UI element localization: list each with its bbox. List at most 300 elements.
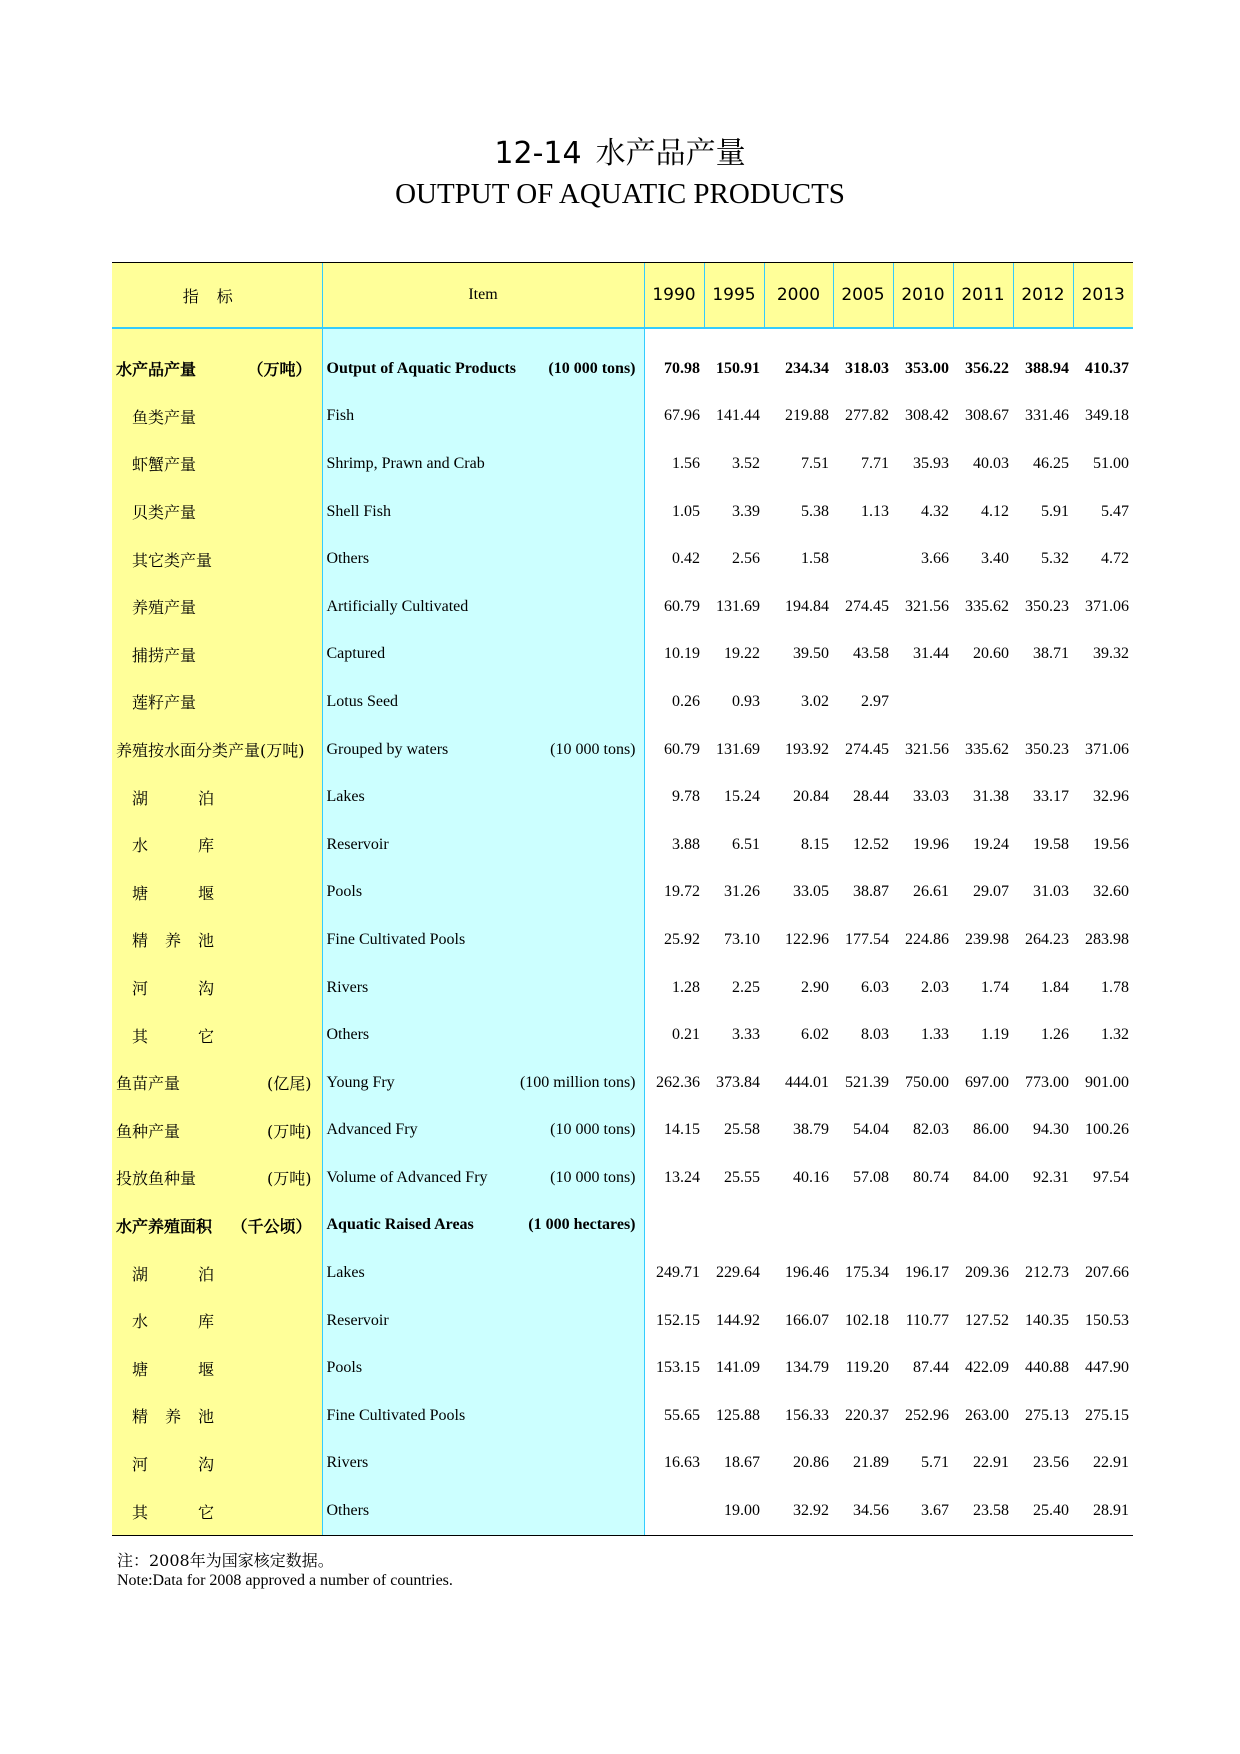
value-cell-2000: 219.88 [785, 407, 829, 425]
value-cell-2010: 3.66 [921, 550, 949, 568]
row-label-en-text: Pools [326, 883, 363, 901]
row-label-zh-text: 河 沟 [132, 1454, 214, 1474]
value-cell-1995: 141.44 [716, 407, 760, 425]
value-cell-2012: 5.91 [1041, 502, 1069, 520]
value-cell-2010: 750.00 [905, 1073, 949, 1091]
value-cell-1990: 25.92 [644, 916, 704, 964]
row-label-en [322, 1011, 644, 1059]
value-cell-1990: 13.24 [644, 1154, 704, 1202]
value-cell-2013: 349.18 [1085, 407, 1129, 425]
header-indicator-zh: 指标 [112, 263, 322, 329]
value-cell-2011: 209.36 [965, 1264, 1009, 1282]
row-label-zh-text: 鱼苗产量 [116, 1074, 181, 1094]
row-label-en [322, 1344, 644, 1392]
value-cell-2011: 20.60 [973, 645, 1009, 663]
value-cell-2011: 22.91 [973, 1454, 1009, 1472]
value-cell-2005: 274.45 [845, 740, 889, 758]
row-label-en-text: Lakes [326, 1264, 365, 1282]
value-cell-2000: 194.84 [785, 597, 829, 615]
row-label-en-text: Others [326, 1502, 370, 1520]
value-cell-2013: 97.54 [1093, 1168, 1129, 1186]
value-cell-2000: 2.90 [801, 978, 829, 996]
value-cell-1990: 1.28 [644, 964, 704, 1012]
value-cell-2013: 32.60 [1093, 883, 1129, 901]
header-year: 2010 [893, 263, 953, 329]
value-cell-1990: 1.56 [644, 440, 704, 488]
value-cell-2010: 3.67 [893, 1487, 953, 1535]
value-cell-2012: 773.00 [1025, 1073, 1069, 1091]
table-row [112, 1011, 1133, 1059]
value-cell-2012: 23.56 [1033, 1454, 1069, 1472]
row-label-zh [112, 1202, 322, 1250]
value-cell-2012: 331.46 [1025, 407, 1069, 425]
value-cell-1995: 0.93 [732, 692, 760, 710]
value-cell-2011: 422.09 [965, 1359, 1009, 1377]
row-label-en-text: Rivers [326, 1454, 369, 1472]
value-cell-1995: 6.51 [732, 835, 760, 853]
value-cell-1990: 3.88 [644, 821, 704, 869]
value-cell-1990: 60.79 [644, 583, 704, 631]
value-cell-1990: 249.71 [644, 1249, 704, 1297]
header-year: 2012 [1013, 263, 1073, 329]
row-label-en-text: Rivers [326, 978, 369, 996]
value-cell-2013: 150.53 [1085, 1311, 1129, 1329]
value-cell-1995 [704, 1202, 764, 1250]
value-cell-1995: 15.24 [724, 788, 760, 806]
value-cell-1990 [644, 1202, 704, 1250]
value-cell-2013 [1073, 1202, 1133, 1250]
header-year: 1990 [644, 263, 704, 329]
value-cell-2000: 3.02 [801, 692, 829, 710]
value-cell-2010 [893, 678, 953, 726]
row-label-en [322, 345, 644, 393]
value-cell-2013: 447.90 [1085, 1359, 1129, 1377]
value-cell-2005: 119.20 [845, 1359, 889, 1377]
row-unit-en: (10 000 tons) [550, 1121, 636, 1139]
row-label-zh-text: 水 库 [132, 1312, 214, 1332]
value-cell-2010: 224.86 [905, 930, 949, 948]
row-unit-zh: （万吨） [247, 360, 312, 380]
value-cell-1995: 131.69 [716, 740, 760, 758]
row-label-en [322, 631, 644, 679]
value-cell-2013: 4.72 [1101, 550, 1129, 568]
value-cell-1995: 131.69 [716, 597, 760, 615]
value-cell-1990: 0.42 [644, 535, 704, 583]
table-row [112, 1202, 1133, 1250]
value-cell-1995: 144.92 [716, 1311, 760, 1329]
row-label-en [322, 1107, 644, 1155]
row-label-zh-text: 河 沟 [132, 979, 214, 999]
value-cell-1990: 67.96 [644, 393, 704, 441]
row-label-zh [112, 535, 322, 583]
value-cell-2012: 31.03 [1033, 883, 1069, 901]
value-cell-2010: 4.32 [921, 502, 949, 520]
value-cell-2013: 410.37 [1085, 359, 1129, 377]
value-cell-2012 [1013, 1202, 1073, 1250]
value-cell-1995: 19.00 [704, 1487, 764, 1535]
row-label-en [322, 916, 644, 964]
aquatic-output-table [112, 262, 1133, 1536]
row-label-en [322, 1249, 644, 1297]
value-cell-1995: 141.09 [716, 1359, 760, 1377]
value-cell-2013: 207.66 [1085, 1264, 1129, 1282]
value-cell-2012: 140.35 [1025, 1311, 1069, 1329]
table-row [112, 1392, 1133, 1440]
row-label-zh [112, 1392, 322, 1440]
row-label-en [322, 393, 644, 441]
value-cell-1990: 55.65 [644, 1392, 704, 1440]
value-cell-1995: 150.91 [716, 359, 760, 377]
row-label-zh [112, 821, 322, 869]
value-cell-2011: 239.98 [965, 930, 1009, 948]
row-label-en [322, 488, 644, 536]
table-row [112, 393, 1133, 441]
row-label-en [322, 821, 644, 869]
row-label-zh-text: 鱼类产量 [132, 407, 197, 427]
value-cell-2005: 6.03 [861, 978, 889, 996]
row-label-zh-text: 投放鱼种量 [116, 1169, 197, 1189]
value-cell-1990: 10.19 [644, 631, 704, 679]
row-label-zh [112, 678, 322, 726]
value-cell-2013: 39.32 [1093, 645, 1129, 663]
value-cell-2013: 100.26 [1085, 1121, 1129, 1139]
value-cell-1990: 153.15 [644, 1344, 704, 1392]
row-unit-zh: (亿尾) [267, 1074, 312, 1094]
value-cell-1995: 19.22 [724, 645, 760, 663]
value-cell-1990 [644, 1487, 704, 1535]
value-cell-2012: 94.30 [1033, 1121, 1069, 1139]
value-cell-2005: 8.03 [861, 1026, 889, 1044]
value-cell-2012: 46.25 [1033, 454, 1069, 472]
table-row [112, 631, 1133, 679]
row-label-zh [112, 631, 322, 679]
row-label-zh-text: 捕捞产量 [132, 645, 197, 665]
row-label-en [322, 869, 644, 917]
value-cell-2010: 26.61 [913, 883, 949, 901]
value-cell-2011: 335.62 [965, 740, 1009, 758]
value-cell-2012: 350.23 [1025, 740, 1069, 758]
row-label-zh [112, 345, 322, 393]
value-cell-2011: 3.40 [981, 550, 1009, 568]
row-label-en [322, 773, 644, 821]
row-label-zh-text: 莲籽产量 [132, 693, 197, 713]
value-cell-2000: 234.34 [785, 359, 829, 377]
row-label-zh-text: 精 养 池 [132, 931, 214, 951]
table-row [112, 535, 1133, 583]
value-cell-2011: 1.19 [981, 1026, 1009, 1044]
value-cell-2010: 321.56 [905, 740, 949, 758]
table-row [112, 583, 1133, 631]
row-label-en [322, 583, 644, 631]
value-cell-2005: 34.56 [833, 1487, 893, 1535]
row-label-zh-text: 其 它 [132, 1026, 214, 1046]
value-cell-2011: 335.62 [965, 597, 1009, 615]
value-cell-2012: 5.32 [1041, 550, 1069, 568]
row-label-en-text: Advanced Fry [326, 1121, 418, 1139]
row-unit-zh: （千公顷） [231, 1216, 312, 1236]
value-cell-2005: 21.89 [853, 1454, 889, 1472]
value-cell-2010: 19.96 [913, 835, 949, 853]
header-year: 2000 [764, 263, 833, 329]
value-cell-2010: 110.77 [905, 1311, 949, 1329]
value-cell-2011: 84.00 [973, 1168, 1009, 1186]
value-cell-1995: 373.84 [716, 1073, 760, 1091]
row-label-zh [112, 916, 322, 964]
value-cell-2010: 87.44 [913, 1359, 949, 1377]
row-label-en-text: Others [326, 1026, 370, 1044]
value-cell-2013 [1073, 678, 1133, 726]
value-cell-2005: 38.87 [853, 883, 889, 901]
value-cell-2005 [833, 1202, 893, 1250]
row-label-en-text: Shrimp, Prawn and Crab [326, 454, 485, 472]
note-chinese: 注：2008年为国家核定数据。 [117, 1551, 334, 1570]
value-cell-2010: 82.03 [913, 1121, 949, 1139]
row-label-en-text: Fine Cultivated Pools [326, 930, 466, 948]
title-chinese: 水产品产量 [595, 136, 746, 171]
value-cell-2005: 521.39 [845, 1073, 889, 1091]
value-cell-2010: 321.56 [905, 597, 949, 615]
row-label-en-text: Aquatic Raised Areas [326, 1216, 474, 1234]
value-cell-2010: 252.96 [905, 1406, 949, 1424]
value-cell-2012: 212.73 [1025, 1264, 1069, 1282]
table-row [112, 1344, 1133, 1392]
value-cell-1990: 152.15 [644, 1297, 704, 1345]
row-label-zh [112, 726, 322, 774]
note-english: Note:Data for 2008 approved a number of countries. [117, 1572, 453, 1589]
table-row [112, 726, 1133, 774]
value-cell-2012: 38.71 [1033, 645, 1069, 663]
value-cell-2011 [953, 1202, 1013, 1250]
table-row [112, 1487, 1133, 1535]
row-label-en [322, 1487, 644, 1535]
value-cell-2000: 122.96 [785, 930, 829, 948]
row-label-zh-text: 精 养 池 [132, 1407, 214, 1427]
value-cell-2011: 19.24 [973, 835, 1009, 853]
value-cell-2012: 1.26 [1041, 1026, 1069, 1044]
row-label-en [322, 1202, 644, 1250]
value-cell-2005: 220.37 [845, 1406, 889, 1424]
row-label-zh-text: 塘 堰 [132, 883, 214, 903]
header-year: 2013 [1073, 263, 1133, 329]
row-label-en-text: Young Fry [326, 1073, 395, 1091]
value-cell-2000: 134.79 [785, 1359, 829, 1377]
row-label-zh [112, 1059, 322, 1107]
value-cell-2010: 196.17 [905, 1264, 949, 1282]
header-year: 2005 [833, 263, 893, 329]
value-cell-2010: 33.03 [913, 788, 949, 806]
value-cell-2000: 39.50 [793, 645, 829, 663]
value-cell-2010: 80.74 [913, 1168, 949, 1186]
row-label-en-text: Pools [326, 1359, 363, 1377]
table-row [112, 678, 1133, 726]
value-cell-1990: 0.26 [644, 678, 704, 726]
value-cell-2000: 8.15 [801, 835, 829, 853]
row-label-zh [112, 1344, 322, 1392]
value-cell-2000: 7.51 [801, 454, 829, 472]
header-row [112, 263, 1133, 329]
value-cell-2000: 196.46 [785, 1264, 829, 1282]
row-label-zh-text: 湖 泊 [132, 788, 214, 808]
row-unit-zh: (万吨) [267, 1169, 312, 1189]
value-cell-2011: 31.38 [973, 788, 1009, 806]
value-cell-2005: 2.97 [861, 692, 889, 710]
row-label-en-text: Fine Cultivated Pools [326, 1406, 466, 1424]
row-label-zh [112, 1297, 322, 1345]
value-cell-2000: 20.86 [793, 1454, 829, 1472]
value-cell-2005: 7.71 [861, 454, 889, 472]
value-cell-2013: 32.96 [1093, 788, 1129, 806]
value-cell-2012: 388.94 [1025, 359, 1069, 377]
value-cell-2005: 12.52 [853, 835, 889, 853]
value-cell-2013: 22.91 [1093, 1454, 1129, 1472]
value-cell-2012: 440.88 [1025, 1359, 1069, 1377]
value-cell-2013: 19.56 [1093, 835, 1129, 853]
row-label-en-text: Output of Aquatic Products [326, 359, 517, 377]
table-row [112, 1297, 1133, 1345]
row-unit-en: (10 000 tons) [548, 359, 636, 377]
row-label-en [322, 678, 644, 726]
row-label-en-text: Shell Fish [326, 502, 391, 520]
value-cell-2012: 264.23 [1025, 930, 1069, 948]
value-cell-1995: 18.67 [724, 1454, 760, 1472]
value-cell-1990: 16.63 [644, 1440, 704, 1488]
row-label-zh [112, 964, 322, 1012]
value-cell-2012: 275.13 [1025, 1406, 1069, 1424]
row-label-zh [112, 1249, 322, 1297]
header-item-en: Item [322, 263, 644, 329]
value-cell-2013: 901.00 [1085, 1073, 1129, 1091]
value-cell-2012: 19.58 [1033, 835, 1069, 853]
value-cell-1995: 3.33 [732, 1026, 760, 1044]
row-label-en-text: Volume of Advanced Fry [326, 1168, 488, 1186]
row-label-zh-text: 虾蟹产量 [132, 455, 197, 475]
row-label-en [322, 535, 644, 583]
row-label-zh [112, 583, 322, 631]
value-cell-2011: 356.22 [965, 359, 1009, 377]
value-cell-1990: 262.36 [644, 1059, 704, 1107]
row-label-en-text: Fish [326, 407, 355, 425]
row-label-en-text: Lotus Seed [326, 692, 399, 710]
row-label-zh-text: 水 库 [132, 836, 214, 856]
row-label-zh-text: 水产品产量 [116, 360, 197, 380]
table-row [112, 916, 1133, 964]
row-label-zh [112, 393, 322, 441]
row-label-zh [112, 440, 322, 488]
table-row [112, 773, 1133, 821]
value-cell-2000: 32.92 [764, 1487, 833, 1535]
value-cell-2005: 1.13 [861, 502, 889, 520]
row-label-zh-text: 其它类产量 [132, 550, 213, 570]
row-unit-en: (10 000 tons) [550, 1168, 636, 1186]
value-cell-2005: 102.18 [845, 1311, 889, 1329]
header-year: 1995 [704, 263, 764, 329]
value-cell-1995: 125.88 [716, 1406, 760, 1424]
table-row [112, 345, 1133, 393]
value-cell-2000: 5.38 [801, 502, 829, 520]
value-cell-2005: 57.08 [853, 1168, 889, 1186]
value-cell-2011: 23.58 [953, 1487, 1013, 1535]
value-cell-2005: 175.34 [845, 1264, 889, 1282]
value-cell-2011: 308.67 [965, 407, 1009, 425]
row-unit-en: (1 000 hectares) [528, 1216, 636, 1234]
value-cell-2010: 35.93 [913, 454, 949, 472]
value-cell-2010: 308.42 [905, 407, 949, 425]
value-cell-1995: 25.58 [724, 1121, 760, 1139]
value-cell-2005: 277.82 [845, 407, 889, 425]
value-cell-1990: 14.15 [644, 1107, 704, 1155]
value-cell-1990: 1.05 [644, 488, 704, 536]
table-row [112, 1154, 1133, 1202]
value-cell-2005: 28.44 [853, 788, 889, 806]
row-unit-zh: (万吨) [267, 1121, 312, 1141]
row-label-zh-text: 养殖产量 [132, 598, 197, 618]
value-cell-2000 [764, 1202, 833, 1250]
row-label-zh [112, 488, 322, 536]
value-cell-2013: 275.15 [1085, 1406, 1129, 1424]
value-cell-1995: 3.52 [732, 454, 760, 472]
table-row [112, 821, 1133, 869]
value-cell-1990: 60.79 [644, 726, 704, 774]
table-number: 12-14 [494, 136, 582, 171]
value-cell-2005: 274.45 [845, 597, 889, 615]
row-label-en-text: Grouped by waters [326, 740, 449, 758]
value-cell-2011: 86.00 [973, 1121, 1009, 1139]
value-cell-2000: 444.01 [785, 1073, 829, 1091]
row-label-en-text: Reservoir [326, 835, 389, 853]
value-cell-2000: 193.92 [785, 740, 829, 758]
value-cell-2011: 29.07 [973, 883, 1009, 901]
table-row [112, 1107, 1133, 1155]
table-row [112, 1440, 1133, 1488]
row-unit-en: (10 000 tons) [550, 740, 636, 758]
spacer-row [112, 328, 1133, 345]
row-label-en [322, 726, 644, 774]
row-label-zh [112, 773, 322, 821]
value-cell-2012: 1.84 [1041, 978, 1069, 996]
row-label-en [322, 1059, 644, 1107]
title-english: OUTPUT OF AQUATIC PRODUCTS [395, 178, 845, 210]
row-label-zh [112, 1440, 322, 1488]
value-cell-1995: 2.25 [732, 978, 760, 996]
value-cell-2011: 697.00 [965, 1073, 1009, 1091]
row-label-en [322, 1297, 644, 1345]
row-label-en [322, 1392, 644, 1440]
value-cell-1995: 3.39 [732, 502, 760, 520]
value-cell-1995: 31.26 [724, 883, 760, 901]
value-cell-2011: 40.03 [973, 454, 1009, 472]
row-label-zh [112, 1487, 322, 1535]
value-cell-2013: 1.78 [1101, 978, 1129, 996]
value-cell-1995: 73.10 [724, 930, 760, 948]
row-label-zh [112, 1107, 322, 1155]
table-row [112, 1059, 1133, 1107]
value-cell-2005: 318.03 [845, 359, 889, 377]
value-cell-1995: 2.56 [732, 550, 760, 568]
value-cell-2000: 166.07 [785, 1311, 829, 1329]
row-label-en [322, 1440, 644, 1488]
value-cell-2010: 5.71 [921, 1454, 949, 1472]
value-cell-2005: 43.58 [853, 645, 889, 663]
table-row [112, 964, 1133, 1012]
value-cell-2012: 25.40 [1013, 1487, 1073, 1535]
row-label-zh-text: 其 它 [132, 1502, 214, 1522]
value-cell-2010: 353.00 [905, 359, 949, 377]
row-label-en-text: Lakes [326, 788, 365, 806]
value-cell-2013: 283.98 [1085, 930, 1129, 948]
value-cell-2000: 33.05 [793, 883, 829, 901]
value-cell-2010 [893, 1202, 953, 1250]
table-number-title [0, 128, 1240, 172]
